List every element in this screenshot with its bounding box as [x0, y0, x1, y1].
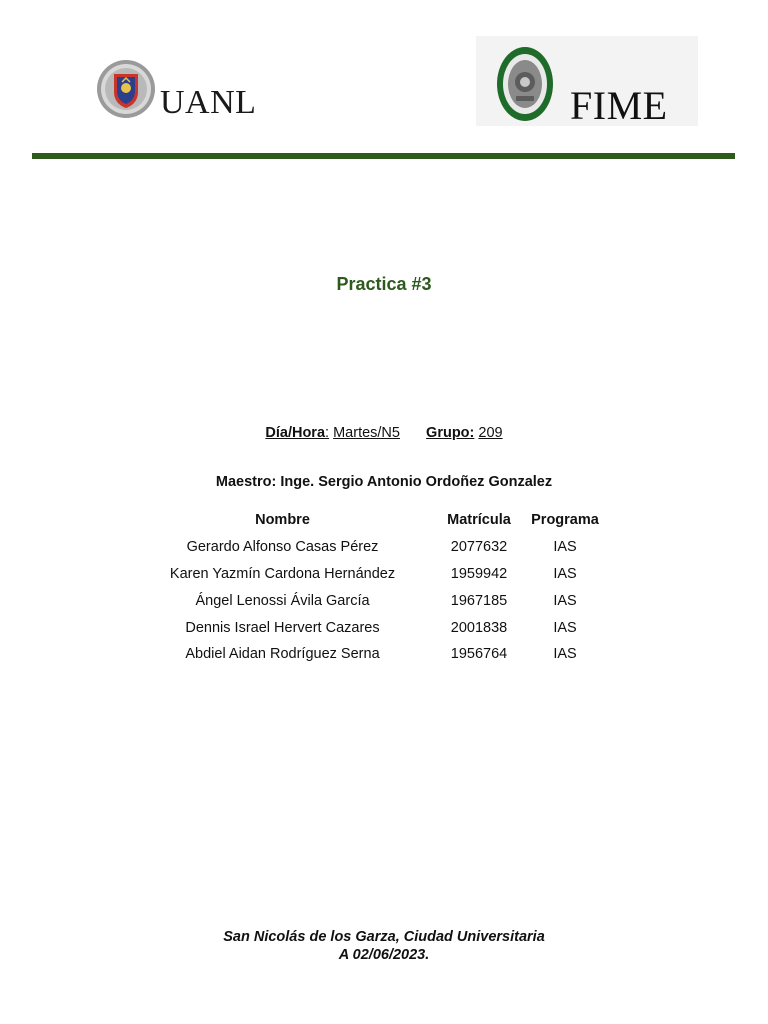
student-name: Dennis Israel Hervert Cazares	[185, 620, 380, 636]
dia-hora-label: Día/Hora	[265, 425, 326, 441]
fime-logo-text: FIME	[570, 83, 668, 128]
student-name: Karen Yazmín Cardona Hernández	[169, 566, 396, 582]
dia-hora-separator: :	[325, 425, 330, 441]
student-matricula: 1959942	[450, 566, 508, 582]
table-row	[0, 566, 768, 586]
student-programa: IAS	[553, 620, 577, 636]
student-programa: IAS	[553, 646, 577, 662]
table-row	[0, 620, 768, 640]
student-programa: IAS	[553, 539, 577, 555]
table-row	[0, 646, 768, 666]
table-row	[0, 593, 768, 613]
schedule-info	[0, 425, 768, 441]
grupo-value: 209	[478, 425, 503, 441]
student-matricula: 1967185	[450, 593, 508, 609]
student-matricula: 1956764	[450, 646, 508, 662]
location-date-footer	[0, 928, 768, 964]
dia-hora-value: Martes/N5	[333, 425, 400, 441]
fime-seal-icon	[496, 46, 554, 122]
document-title: Practica #3	[336, 274, 432, 294]
student-matricula: 2001838	[450, 620, 508, 636]
student-matricula: 2077632	[450, 539, 508, 555]
teacher-line: Maestro: Inge. Sergio Antonio Ordoñez Gonzalez	[215, 474, 553, 490]
student-name: Abdiel Aidan Rodríguez Serna	[185, 646, 380, 662]
student-programa: IAS	[553, 566, 577, 582]
footer-date: A 02/06/2023.	[338, 947, 430, 963]
student-programa: IAS	[553, 593, 577, 609]
uanl-seal-icon	[96, 58, 156, 120]
student-name: Gerardo Alfonso Casas Pérez	[186, 539, 379, 555]
uanl-logo-text: UANL	[160, 84, 257, 121]
footer-location: San Nicolás de los Garza, Ciudad Universitaria	[223, 929, 545, 945]
header-divider	[32, 153, 735, 159]
header-programa: Programa	[531, 512, 599, 528]
header-matricula: Matrícula	[447, 512, 511, 528]
table-row	[0, 539, 768, 559]
grupo-label: Grupo:	[426, 425, 475, 441]
student-name: Ángel Lenossi Ávila García	[195, 593, 370, 609]
header-nombre: Nombre	[255, 512, 310, 528]
